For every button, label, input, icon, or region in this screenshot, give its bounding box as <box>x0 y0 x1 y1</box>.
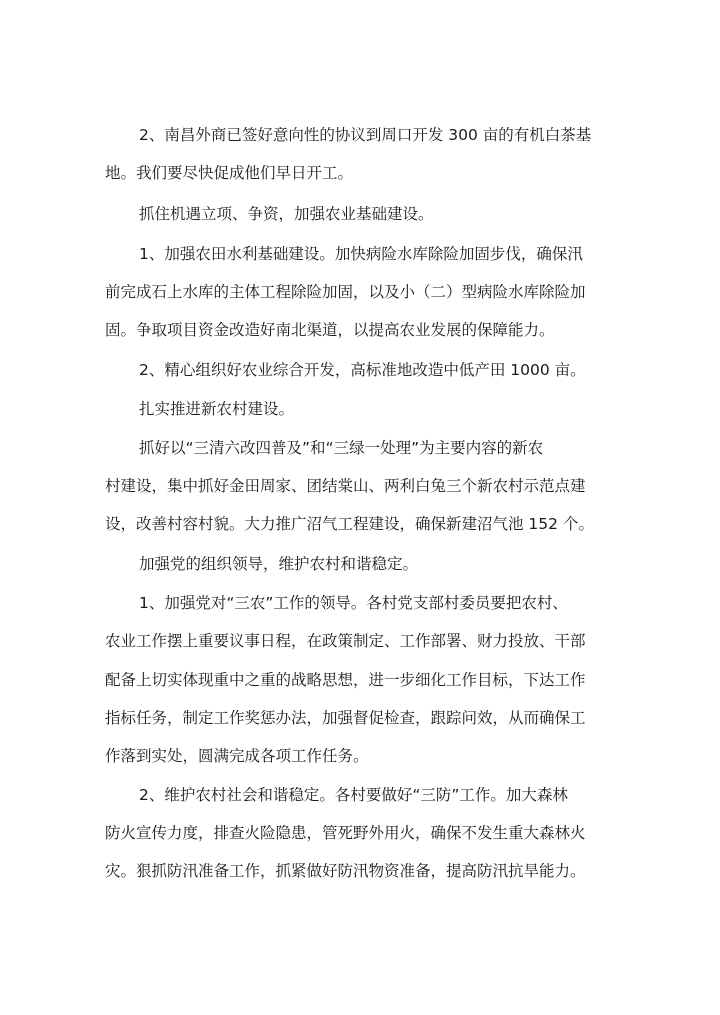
paragraph-line: 灾。狠抓防汛准备工作，抓紧做好防汛物资准备，提高防汛抗旱能力。 <box>105 862 586 880</box>
paragraph-line: 配备上切实体现重中之重的战略思想，进一步细化工作目标，下达工作 <box>105 671 586 689</box>
paragraph-line: 村建设，集中抓好金田周家、团结棠山、两利白兔三个新农村示范点建 <box>105 477 586 495</box>
paragraph-line: 前完成石上水库的主体工程除险加固，以及小（二）型病险水库除险加 <box>105 283 586 301</box>
paragraph-line: 指标任务，制定工作奖惩办法，加强督促检查，跟踪问效，从而确保工 <box>105 709 586 727</box>
paragraph-line: 防火宣传力度，排查火险隐患，管死野外用火，确保不发生重大森林火 <box>105 824 586 842</box>
paragraph-line: 加强党的组织领导，维护农村和谐稳定。 <box>139 555 419 573</box>
paragraph-line: 2、精心组织好农业综合开发，高标准地改造中低产田 1000 亩。 <box>139 361 586 379</box>
paragraph-line: 地。我们要尽快促成他们早日开工。 <box>105 164 354 182</box>
paragraph-line: 1、加强党对“三农”工作的领导。各村党支部村委员要把农村、 <box>139 594 568 612</box>
paragraph-line: 抓住机遇立项、争资，加强农业基础建设。 <box>139 205 434 223</box>
paragraph-line: 设，改善村容村貌。大力推广沼气工程建设，确保新建沼气池 152 个。 <box>105 515 594 533</box>
paragraph-line: 扎实推进新农村建设。 <box>139 400 295 418</box>
paragraph-line: 作落到实处，圆满完成各项工作任务。 <box>105 747 369 765</box>
paragraph-line: 抓好以“三清六改四普及”和“三绿一处理”为主要内容的新农 <box>139 439 544 457</box>
paragraph-line: 固。争取项目资金改造好南北渠道，以提高农业发展的保障能力。 <box>105 321 555 339</box>
paragraph-line: 2、南昌外商已签好意向性的协议到周口开发 300 亩的有机白茶基 <box>139 126 592 144</box>
paragraph-line: 农业工作摆上重要议事日程，在政策制定、工作部署、财力投放、干部 <box>105 632 586 650</box>
paragraph-line: 2、维护农村社会和谐稳定。各村要做好“三防”工作。加大森林 <box>139 786 568 804</box>
paragraph-line: 1、加强农田水利基础建设。加快病险水库除险加固步伐，确保汛 <box>139 245 583 263</box>
